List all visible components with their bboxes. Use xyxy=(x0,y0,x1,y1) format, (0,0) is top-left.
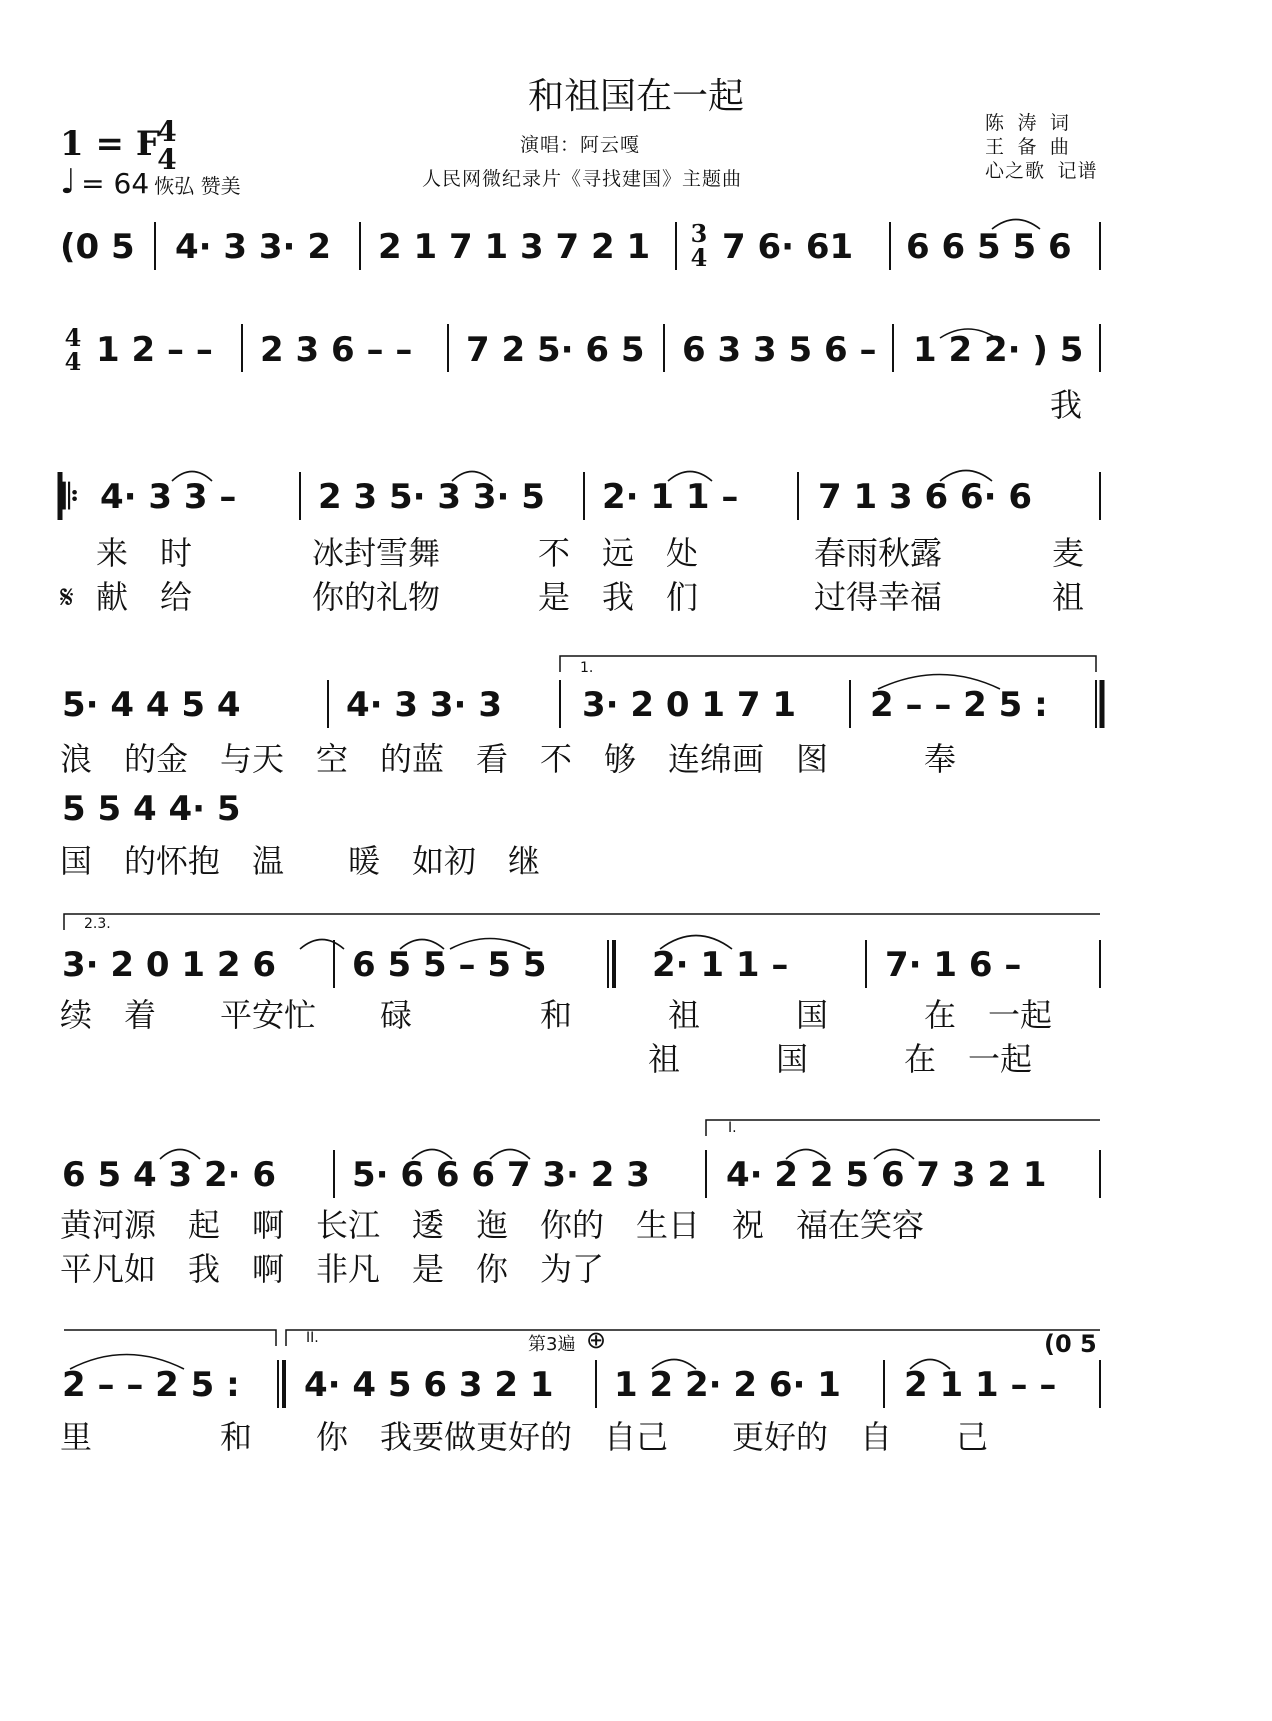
slur xyxy=(452,472,492,482)
key-signature: 1 = F xyxy=(60,124,160,164)
measure-5-2: 6 5 5 – 5 5 xyxy=(352,945,547,985)
quarter-note-icon: ♩ xyxy=(60,162,77,202)
volta-I-label: I. xyxy=(728,1120,737,1136)
volta-bracket-I xyxy=(706,1120,1100,1136)
measure-1-3: 2 1 7 1 3 7 2 1 xyxy=(378,227,651,267)
measure-3-3: 2· 1 1 – xyxy=(602,477,739,517)
time-signature-bottom: 4 xyxy=(157,143,177,176)
page-title: 和祖国在一起 xyxy=(527,76,744,117)
measure-4-3: 3· 2 0 1 7 1 xyxy=(582,685,797,725)
volta-23-label: 2.3. xyxy=(84,916,111,932)
measure-4-2: 4· 3 3· 3 xyxy=(346,685,502,725)
slur xyxy=(940,329,996,338)
volta-II-label: II. xyxy=(306,1330,319,1346)
volta-bracket-1 xyxy=(560,656,1096,672)
slur xyxy=(874,1150,914,1160)
lyric-3-3a: 不 远 处 xyxy=(538,534,699,572)
lyric-3-3b: 是 我 们 xyxy=(538,578,699,616)
measure-2-5: 1 2 2· ) 5 xyxy=(913,330,1084,370)
slur xyxy=(400,940,444,950)
measure-3-4: 7 1 3 6 6· 6 xyxy=(818,477,1033,517)
measure-2-3: 7 2 5· 6 5 xyxy=(466,330,645,370)
alt-notes: 5 5 4 4· 5 xyxy=(62,789,241,829)
volta-bracket-23 xyxy=(64,914,1100,930)
volta-bracket-left xyxy=(64,1330,276,1346)
measure-3-2: 2 3 5· 3 3· 5 xyxy=(318,477,545,517)
lyric-3-4a: 春雨秋露 xyxy=(814,534,943,572)
pickup-notes: (0 5 xyxy=(1044,1330,1097,1358)
volta-bracket-II xyxy=(286,1330,1100,1346)
subtitle: 人民网微纪录片《寻找建国》主题曲 xyxy=(422,168,743,190)
measure-7-1: 2 – – 2 5 : xyxy=(62,1365,240,1405)
singer: 演唱：阿云嘎 xyxy=(520,134,641,156)
lyric-line-6b: 平凡如 我 啊 非凡 是 你 为了 xyxy=(60,1250,605,1288)
time-change-bottom: 4 xyxy=(64,347,82,376)
coda-icon: ⊕ xyxy=(586,1326,607,1354)
measure-7-4: 2 1 1 – – xyxy=(904,1365,1057,1405)
measure-4-1: 5· 4 4 5 4 xyxy=(62,685,241,725)
measure-5-3: 2· 1 1 – xyxy=(652,945,789,985)
measure-7-2: 4· 4 5 6 3 2 1 xyxy=(304,1365,554,1405)
measure-2-1: 1 2 – – xyxy=(96,330,213,370)
lyric-line-5a: 续 着 平安忙 碌 和 祖 国 在 一起 xyxy=(60,996,1053,1034)
tempo-value: = 64 xyxy=(81,167,150,200)
repeat-start-sign: 𝄆 xyxy=(62,477,79,517)
time-change-top: 4 xyxy=(64,323,82,352)
lyricist: 陈 涛 词 xyxy=(985,112,1070,134)
lyric-3-5a: 麦 xyxy=(1052,534,1085,572)
lyric-3-4b: 过得幸福 xyxy=(814,578,943,616)
measure-6-3: 4· 2 2 5 6 7 3 2 1 xyxy=(726,1155,1047,1195)
measure-5-4: 7· 1 6 – xyxy=(885,945,1022,985)
slur xyxy=(786,1150,826,1160)
transcriber: 心之歌 记谱 xyxy=(985,160,1098,182)
lyric-line-4b: 国 的怀抱 温 暖 如初 继 xyxy=(60,842,541,880)
slur xyxy=(160,1150,200,1160)
time-change-top: 3 xyxy=(690,219,708,248)
slur xyxy=(70,1355,184,1370)
tempo-expression: 恢弘 赞美 xyxy=(154,174,241,198)
lyric-3-1a: 来 时 xyxy=(96,534,193,572)
slur xyxy=(490,1150,530,1160)
time-change-bottom: 4 xyxy=(690,243,708,272)
measure-4-4: 2 – – 2 5 : xyxy=(870,685,1048,725)
measure-1-1: (0 5 xyxy=(60,227,135,267)
measure-2-2: 2 3 6 – – xyxy=(260,330,413,370)
lyric-line-5b: 祖 国 在 一起 xyxy=(648,1040,1033,1078)
lyric-line-7: 里 和 你 我要做更好的 自己 更好的 自 己 xyxy=(60,1418,989,1456)
slur xyxy=(668,472,712,482)
measure-6-2: 5· 6 6 6 7 3· 2 3 xyxy=(352,1155,650,1195)
slur xyxy=(940,471,992,482)
segno-sign: 𝄋 xyxy=(60,578,74,616)
slur xyxy=(910,1360,950,1370)
measure-2-4: 6 3 3 5 6 – xyxy=(682,330,877,370)
time-signature-top: 4 xyxy=(157,115,177,148)
composer: 王 备 曲 xyxy=(985,136,1070,158)
slur xyxy=(878,675,1000,690)
measure-3-1: 4· 3 3 – xyxy=(100,477,237,517)
lyric-3-5b: 祖 xyxy=(1052,578,1085,616)
slur xyxy=(660,936,732,950)
slur xyxy=(412,1150,452,1160)
lyric-line-4a: 浪 的金 与天 空 的蓝 看 不 够 连绵画 图 奉 xyxy=(60,740,957,778)
measure-1-4: 7 6· 61 xyxy=(722,227,854,267)
slur xyxy=(450,939,530,950)
lyric-line-6a: 黄河源 起 啊 长江 逶 迤 你的 生日 祝 福在笑容 xyxy=(60,1206,925,1244)
measure-5-1: 3· 2 0 1 2 6 xyxy=(62,945,277,985)
lyric-line-2: 我 xyxy=(1050,386,1083,424)
volta-1-label: 1. xyxy=(580,660,594,676)
slur xyxy=(992,220,1040,230)
coda-instruction: 第3遍 xyxy=(528,1334,576,1355)
lyric-3-2b: 你的礼物 xyxy=(312,578,441,616)
slur xyxy=(300,940,344,950)
lyric-3-2a: 冰封雪舞 xyxy=(312,534,441,572)
slur xyxy=(172,472,212,482)
measure-1-2: 4· 3 3· 2 xyxy=(175,227,331,267)
measure-1-5: 6 6 5 5 6 xyxy=(906,227,1072,267)
lyric-3-1b: 献 给 xyxy=(96,578,193,616)
measure-7-3: 1 2 2· 2 6· 1 xyxy=(614,1365,841,1405)
measure-6-1: 6 5 4 3 2· 6 xyxy=(62,1155,277,1195)
slur xyxy=(652,1360,696,1370)
